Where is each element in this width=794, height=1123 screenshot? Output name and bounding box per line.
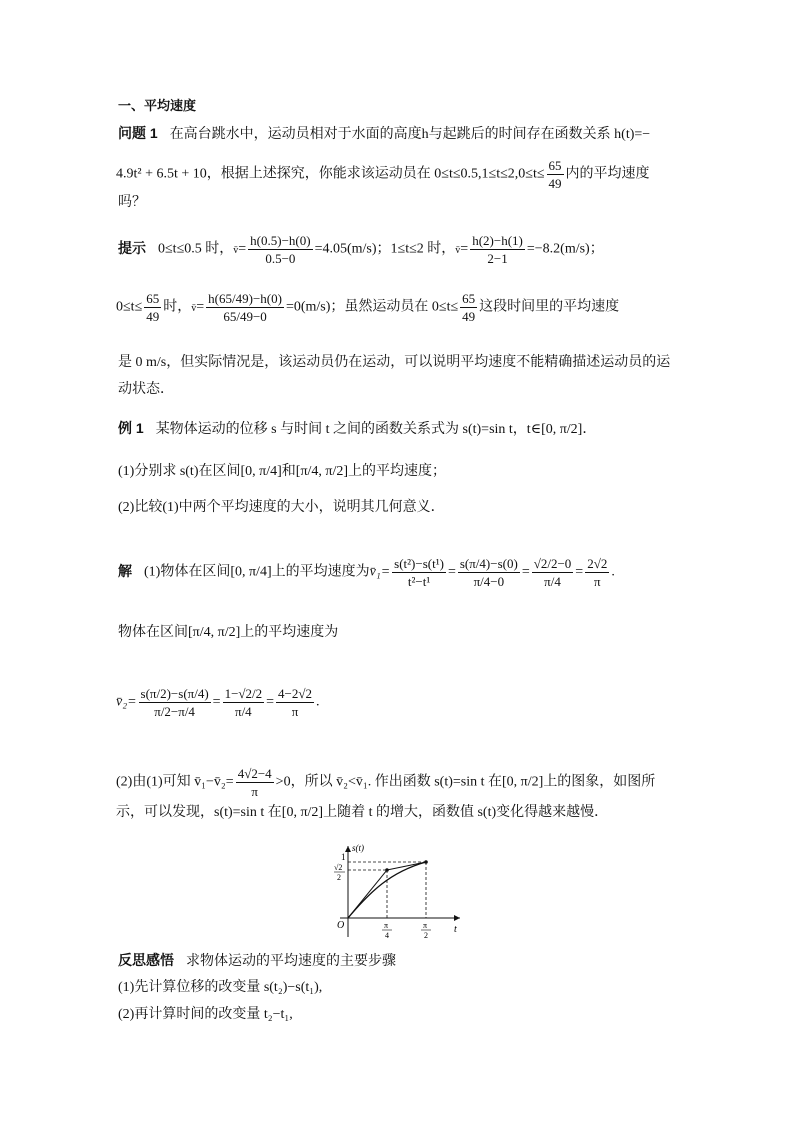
x-tick-pi2-den: 2 — [424, 931, 428, 940]
hint-frac-2: $\frac{h(2)-h(1)}{2-1}$ — [472, 233, 523, 266]
hint-line4: 动状态． — [118, 382, 174, 397]
chord-1 — [348, 870, 387, 918]
x-axis-label: t — [454, 924, 457, 935]
point-pi2 — [424, 860, 428, 864]
hint-line3: 是 0 m/s，但实际情况是，该运动员仍在运动，可以说明平均速度不能精确描述运动员的运 — [118, 355, 671, 370]
point-pi4 — [385, 868, 389, 872]
hint-label: 提示 — [118, 239, 146, 256]
sol-frac-1: $\frac{\text{s(t²)−s(t¹)}}{\text{t²−t¹}}$ — [394, 556, 444, 589]
x-tick-pi2-num: π — [423, 921, 428, 930]
reflection-step1: (1)先计算位移的改变量 s(t₂)−s(t₁), — [118, 980, 323, 995]
hint-line2: 0≤t≤ $\frac{65}{49}$ 时，v̄= $\frac{h(65/49)-h(0)}{65/49-0}$ =0(m/s)；虽然运动员在 0≤t≤ $\frac{65}{49}$ 这段时间里的平均速度 — [116, 291, 620, 324]
sol-frac-6: $\frac{1-√2/2}{\pi/4}$ — [224, 686, 263, 719]
interval: [0, π/2] — [502, 774, 544, 790]
section-title: 一、平均速度 — [118, 98, 197, 113]
interval: [π/4, π/2] — [295, 464, 349, 479]
problem1-label: 问题 1 — [118, 125, 158, 141]
reflection-step2: (2)再计算时间的改变量 t₂−t₁, — [118, 1007, 293, 1022]
sol-frac-7: $\frac{4-2√2}{\pi}$ — [278, 686, 313, 719]
vbar-symbol: v̄ — [233, 244, 239, 256]
solution-line4: (2)由(1)可知 v̄₁−v̄₂= $\frac{4√2-4}{\pi}$ >0，所以 v̄₂<v̄₁. 作出函数 s(t)=sin t 在[0, π/2]上的图象，如图所 — [116, 766, 656, 799]
hint-line1: 提示 0≤t≤0.5 时，v̄= $\frac{h(0.5)-h(0)}{0.5-0}$ =4.05(m/s)；1≤t≤2 时，v̄= $\frac{h(2)-h(1)}{2-1}$ =−8.2(m/s)； — [118, 233, 604, 266]
interval: [0, π/4] — [230, 564, 272, 580]
y-tick-den: 2 — [337, 873, 341, 882]
x-tick-pi4-num: π — [384, 921, 389, 930]
fraction-65-49: $\frac{65}{49}$ — [548, 158, 562, 191]
reflection-title-line: 反思感悟 求物体运动的平均速度的主要步骤 — [118, 952, 396, 969]
interval: [0, π/2]． — [541, 422, 597, 437]
x-tick-pi4-den: 4 — [385, 931, 389, 940]
solution-line3: v̄₂= $\frac{s(\pi/2)-s(\pi/4)}{\pi/2-\pi/4}$ = $\frac{1-√2/2}{\pi/4}$ = $\frac{4-2√2}{\pi}$ . — [116, 686, 320, 719]
y-tick-root: √2 — [334, 863, 343, 872]
sol-frac-3: $\frac{√2/2-0}{\pi/4}$ — [533, 556, 572, 589]
sol-frac-8: $\frac{4√2-4}{\pi}$ — [237, 766, 272, 799]
y-axis-label: s(t) — [352, 843, 364, 853]
hint-frac-5: $\frac{65}{49}$ — [462, 291, 476, 324]
sol-frac-4: $\frac{2√2}{\pi}$ — [587, 556, 608, 589]
example1-line1: 例 1 某物体运动的位移 s 与时间 t 之间的函数关系式为 s(t)=sin t，t∈[0, π/2]． — [118, 420, 597, 437]
solution-line2: 物体在区间[π/4, π/2]上的平均速度为 — [118, 625, 339, 640]
hint-frac-1: $\frac{h(0.5)-h(0)}{0.5-0}$ — [250, 233, 311, 266]
sol-frac-2: $\frac{s(\pi/4)-s(0)}{\pi/4-0}$ — [459, 556, 518, 589]
problem1-line3: 吗？ — [118, 195, 146, 210]
sol-frac-5: $\frac{s(\pi/2)-s(\pi/4)}{\pi/2-\pi/4}$ — [140, 686, 209, 719]
origin-label: O — [337, 920, 345, 931]
hint-frac-4: $\frac{h(65/49)-h(0)}{65/49-0}$ — [208, 291, 282, 324]
problem1-line1: 问题 1 在高台跳水中，运动员相对于水面的高度h与起跳后的时间存在函数关系 h(t)=− — [118, 125, 651, 142]
example1-label: 例 1 — [118, 420, 144, 436]
problem1-line2: 4.9t² + 6.5t + 10，根据上述探究，你能求该运动员在 0≤t≤0.5,1≤t≤2,0≤t≤ $\frac{65}{49}$ 内的平均速度 — [116, 158, 650, 191]
hint-frac-3: $\frac{65}{49}$ — [146, 291, 160, 324]
y-axis-arrow — [345, 846, 351, 852]
interval: [0, π/2] — [281, 805, 324, 820]
solution-label: 解 — [118, 562, 132, 579]
solution-line5: 示，可以发现，s(t)=sin t 在[0, π/2]上随着 t 的增大，函数值 s(t)变化得越来越慢． — [116, 805, 609, 820]
interval: [π/4, π/2] — [188, 625, 241, 640]
sine-graph — [330, 842, 470, 942]
reflection-label: 反思感悟 — [118, 952, 174, 968]
example1-q1: (1)分别求 s(t)在区间[0, π/4]和[π/4, π/2]上的平均速度； — [118, 464, 447, 479]
interval: [0, π/4] — [240, 464, 282, 479]
x-axis-arrow — [454, 915, 460, 921]
solution-line1: 解 (1)物体在区间[0, π/4]上的平均速度为v̄₁= $\frac{\text{s(t²)−s(t¹)}}{\text{t²−t¹}}$ = $\frac{s(\pi/4)-s(0)}{\pi/4-0}$ = $\frac{√2/2-0}{\pi/4}$ = $\frac{2√2}{\pi}$ . — [118, 556, 615, 589]
example1-q2: (2)比较(1)中两个平均速度的大小，说明其几何意义． — [118, 500, 445, 515]
y-tick-1: 1 — [341, 852, 346, 862]
